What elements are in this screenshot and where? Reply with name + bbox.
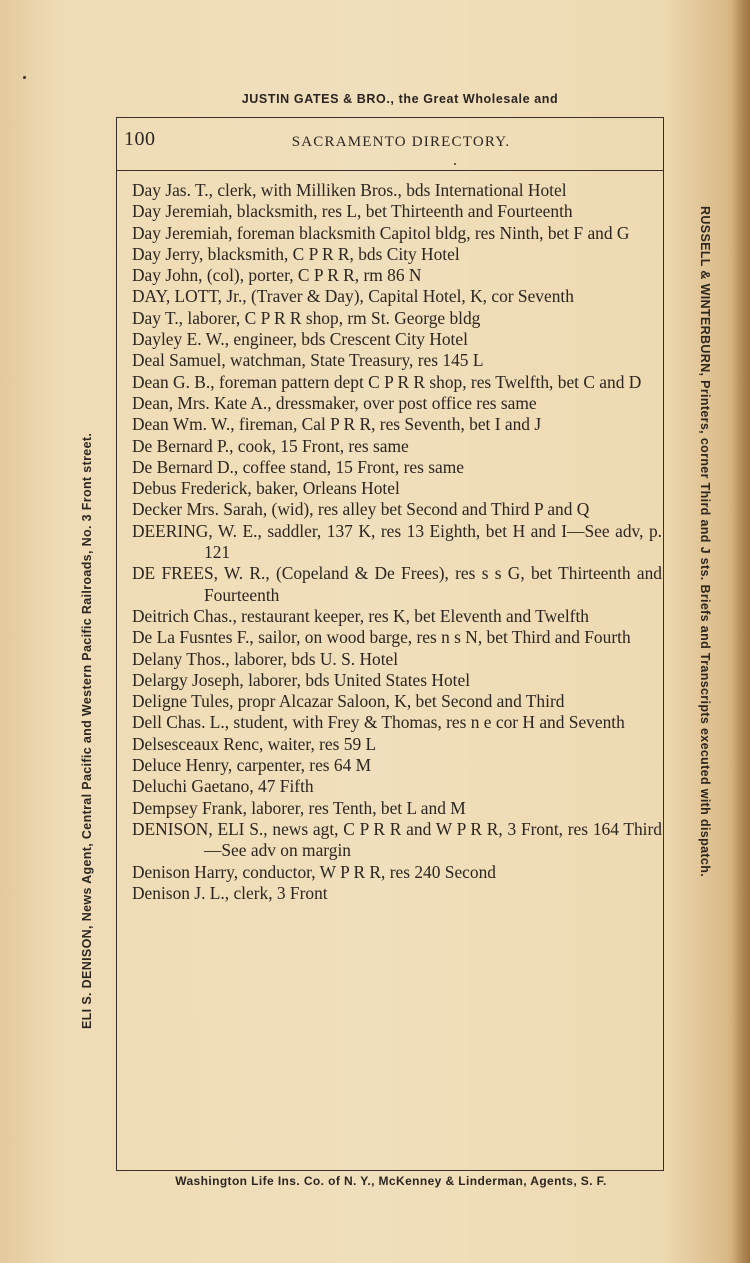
directory-entry: Dayley E. W., engineer, bds Crescent City Hotel <box>132 329 468 350</box>
page-title: SACRAMENTO DIRECTORY. <box>291 134 511 150</box>
right-margin-advertisement: RUSSELL & WINTERBURN, Printers, corner Third and J sts. Briefs and Transcripts executed with dispatch. <box>698 206 712 878</box>
directory-entry: Dempsey Frank, laborer, res Tenth, bet L and M <box>132 797 466 818</box>
directory-entry: Day Jas. T., clerk, with Milliken Bros., bds International Hotel <box>132 180 567 200</box>
directory-entry: Debus Frederick, baker, Orleans Hotel <box>132 478 400 499</box>
directory-entry: Dell Chas. L., student, with Frey & Thomas, res n e cor H and Seventh <box>132 712 625 733</box>
header-advertisement: JUSTIN GATES & BRO., the Great Wholesale and <box>241 92 559 106</box>
directory-entry: Delany Thos., laborer, bds U. S. Hotel <box>132 648 399 669</box>
directory-entry: De Bernard D., coffee stand, 15 Front, res same <box>132 456 464 477</box>
ink-speck <box>23 76 26 79</box>
directory-entry: DENISON, ELI S., news agt, C P R R and W P R R, 3 Front, res 164 Third—See adv on margin <box>132 818 662 861</box>
page-edge-shadow <box>732 0 750 1263</box>
directory-entry: DAY, LOTT, Jr., (Traver & Day), Capital Hotel, K, cor Seventh <box>132 286 574 307</box>
directory-entry: Day John, (col), porter, C P R R, rm 86 N <box>132 265 422 286</box>
directory-entry: Delargy Joseph, laborer, bds United States Hotel <box>132 669 471 690</box>
directory-entry: Day Jerry, blacksmith, C P R R, bds City Hotel <box>132 243 460 264</box>
footer-advertisement: Washington Life Ins. Co. of N. Y., McKenney & Linderman, Agents, S. F. <box>175 1174 607 1188</box>
directory-entry: Denison J. L., clerk, 3 Front <box>132 882 328 903</box>
directory-entry: Dean, Mrs. Kate A., dressmaker, over post office res same <box>132 392 537 413</box>
directory-entry: DE FREES, W. R., (Copeland & De Frees), res s s G, bet Thirteenth and Fourteenth <box>132 563 662 605</box>
directory-entries <box>132 180 662 904</box>
directory-entry: Deligne Tules, propr Alcazar Saloon, K, bet Second and Third <box>132 691 565 712</box>
directory-entry: Day T., laborer, C P R R shop, rm St. George bldg <box>132 307 481 328</box>
directory-entry: Delsesceaux Renc, waiter, res 59 L <box>132 733 377 754</box>
directory-entry: Deluchi Gaetano, 47 Fifth <box>132 776 314 797</box>
directory-entry: Day Jeremiah, blacksmith, res L, bet Thirteenth and Fourteenth <box>132 201 573 222</box>
directory-entry: Dean G. B., foreman pattern dept C P R R shop, res Twelfth, bet C and D <box>132 371 642 392</box>
directory-entry: Decker Mrs. Sarah, (wid), res alley bet Second and Third P and Q <box>132 499 590 520</box>
directory-entry: Deal Samuel, watchman, State Treasury, res 145 L <box>132 350 484 371</box>
directory-entry: De Bernard P., cook, 15 Front, res same <box>132 435 409 456</box>
directory-entry: Deluce Henry, carpenter, res 64 M <box>132 755 372 776</box>
directory-entry: Denison Harry, conductor, W P R R, res 240 Second <box>132 861 496 882</box>
header-rule <box>116 170 664 171</box>
directory-entry: Day Jeremiah, foreman blacksmith Capitol bldg, res Ninth, bet F and G <box>132 222 630 243</box>
directory-entry: De La Fusntes F., sailor, on wood barge, res n s N, bet Third and Fourth <box>132 627 631 648</box>
directory-entry: Dean Wm. W., fireman, Cal P R R, res Seventh, bet I and J <box>132 414 542 435</box>
directory-entry: DEERING, W. E., saddler, 137 K, res 13 Eighth, bet H and I—See adv, p. 121 <box>132 520 662 563</box>
page-number: 100 <box>124 128 156 150</box>
directory-entry: Deitrich Chas., restaurant keeper, res K, bet Eleventh and Twelfth <box>132 605 590 626</box>
left-margin-advertisement: ELI S. DENISON, News Agent, Central Pacific and Western Pacific Railroads, No. 3 Front street. <box>80 432 94 1029</box>
